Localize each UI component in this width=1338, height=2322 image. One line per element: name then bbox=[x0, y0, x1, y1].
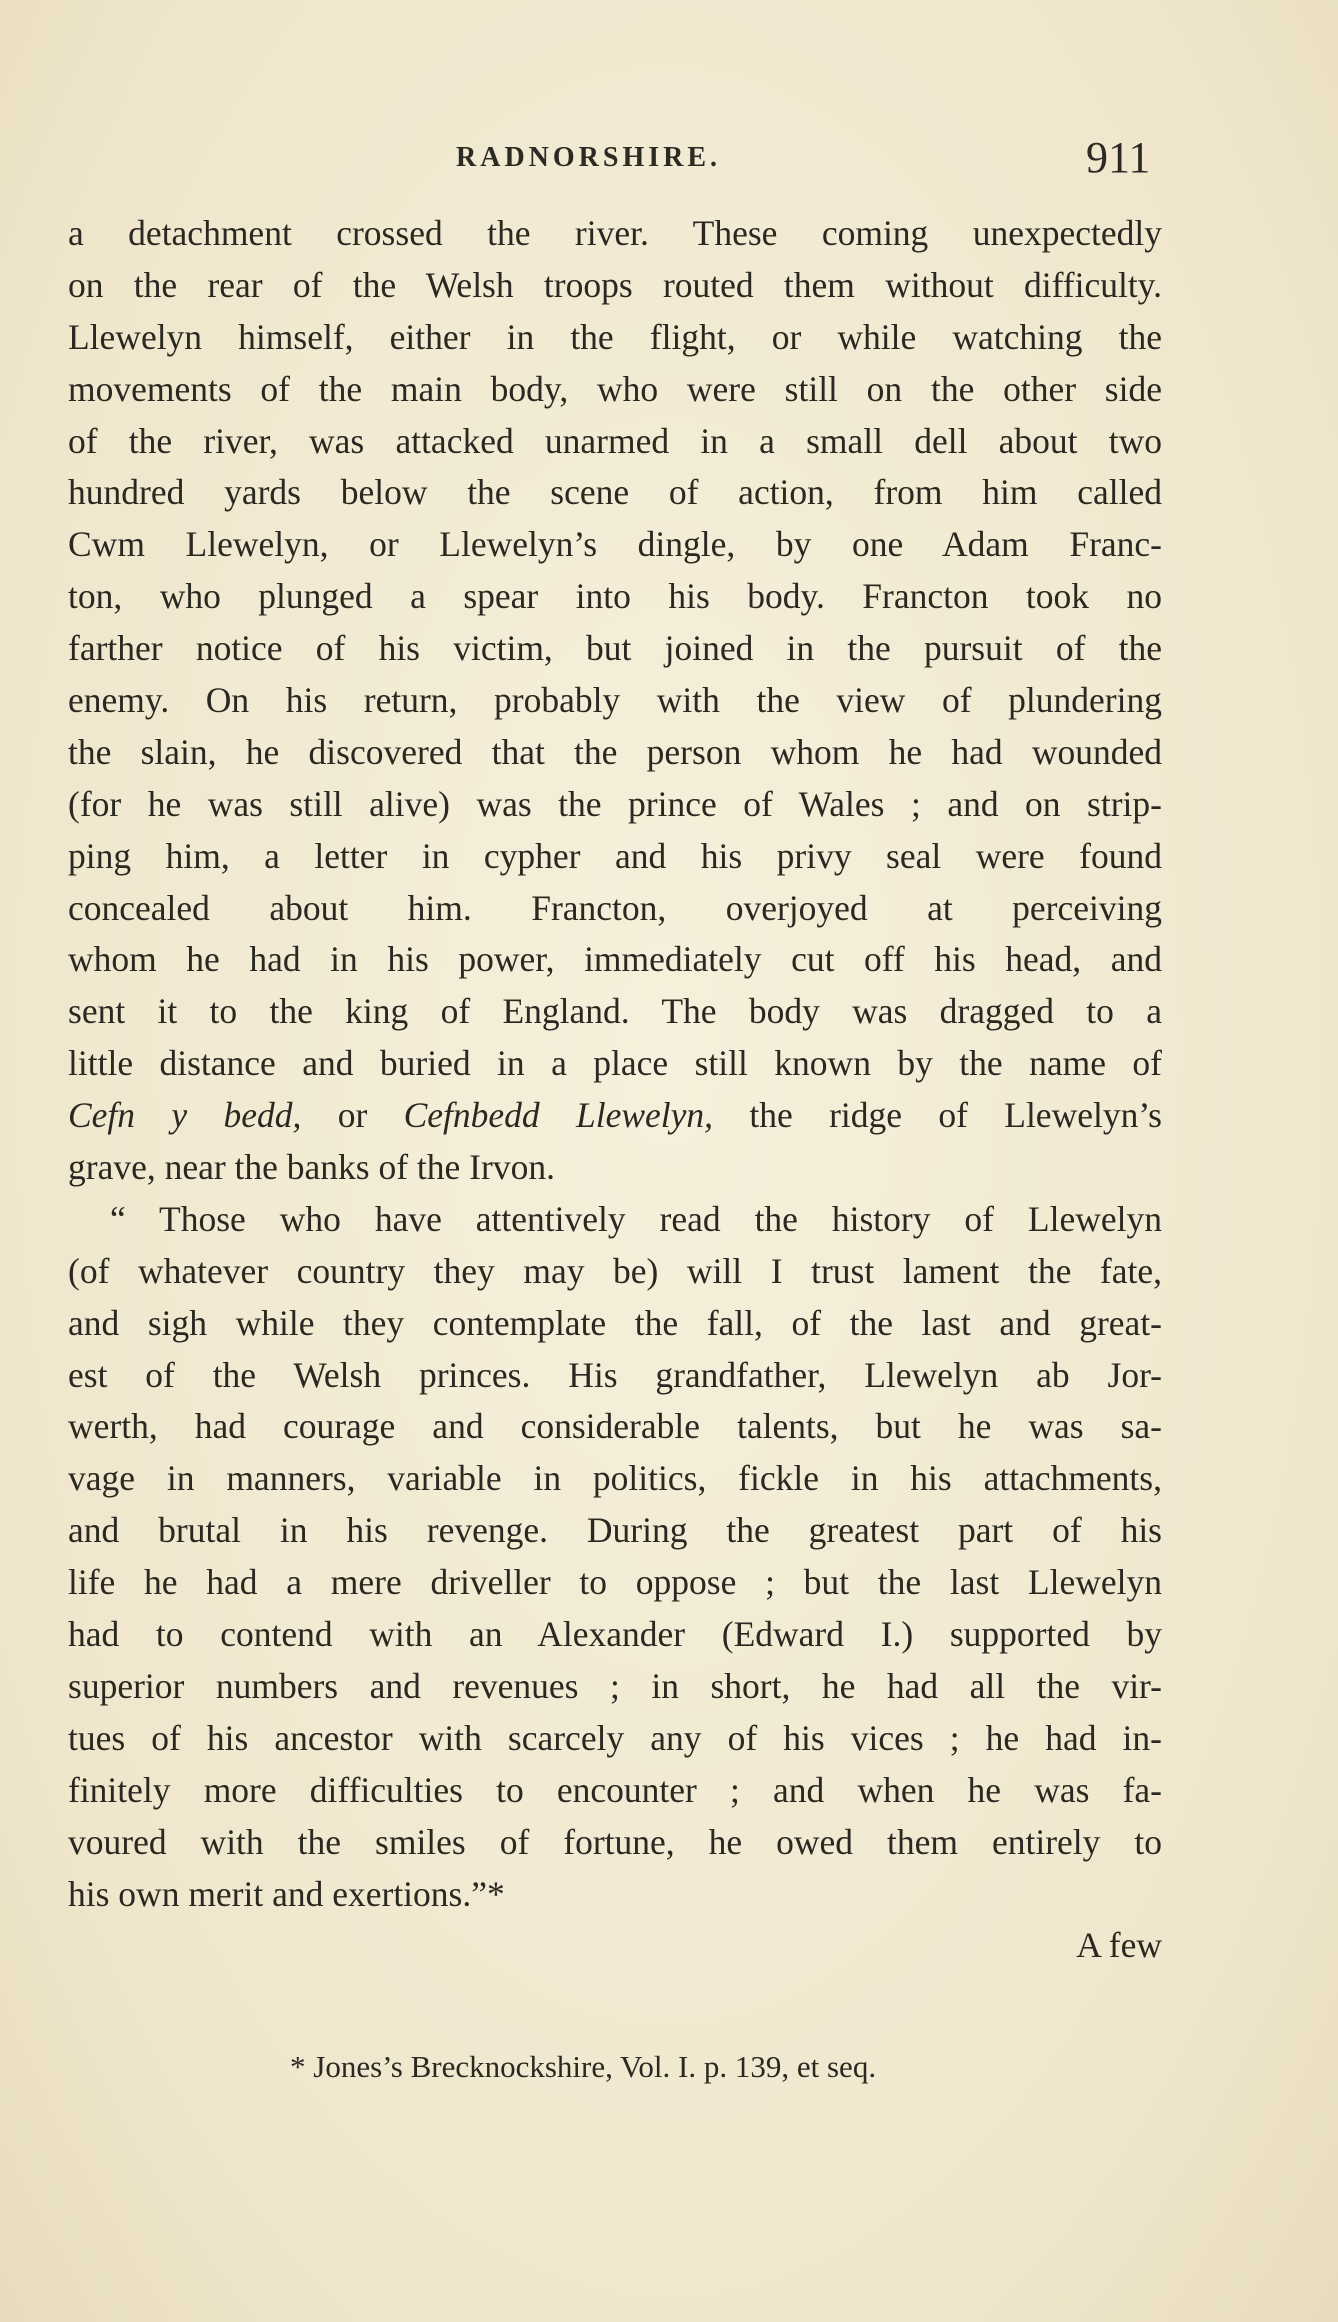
text-segment: of the river, was attacked unarmed in a small dell about two bbox=[68, 420, 1162, 461]
text-line bbox=[68, 675, 1162, 727]
text-line bbox=[68, 727, 1162, 779]
text-line bbox=[68, 1401, 1162, 1453]
text-line bbox=[68, 1505, 1162, 1557]
text-segment: est of the Welsh princes. His grandfather, Llewelyn ab Jor- bbox=[68, 1354, 1162, 1395]
running-title: RADNORSHIRE. bbox=[456, 142, 722, 173]
text-line bbox=[68, 1246, 1162, 1298]
text-line bbox=[68, 1453, 1162, 1505]
text-line bbox=[68, 1350, 1162, 1402]
text-line bbox=[68, 312, 1162, 364]
text-segment: concealed about him. Francton, overjoyed at perceiving bbox=[68, 887, 1162, 928]
text-line bbox=[68, 1090, 1162, 1142]
text-line bbox=[68, 623, 1162, 675]
text-segment: had to contend with an Alexander (Edward I.) supported by bbox=[68, 1614, 1162, 1655]
text-line bbox=[68, 831, 1162, 883]
text-line bbox=[68, 571, 1162, 623]
text-segment: a detachment crossed the river. These coming unexpectedly bbox=[68, 213, 1162, 253]
text-segment: the slain, he discovered that the person whom he had wounded bbox=[68, 731, 1162, 772]
text-segment: his own merit and exertions.”* bbox=[68, 1873, 505, 1914]
text-segment: A few bbox=[1076, 1925, 1162, 1966]
text-line bbox=[68, 1298, 1162, 1350]
text-line bbox=[68, 1817, 1162, 1869]
text-line bbox=[68, 1194, 1162, 1246]
text-line bbox=[68, 1869, 1162, 1921]
text-line bbox=[68, 364, 1162, 416]
text-segment: or bbox=[301, 1095, 404, 1136]
text-segment: vage in manners, variable in politics, fickle in his attachments, bbox=[68, 1458, 1162, 1499]
text-segment: hundred yards below the scene of action, from him called bbox=[68, 472, 1162, 513]
text-segment: and brutal in his revenge. During the greatest part of his bbox=[68, 1510, 1162, 1551]
text-segment: superior numbers and revenues ; in short, he had all the vir- bbox=[68, 1665, 1162, 1706]
text-line bbox=[68, 1713, 1162, 1765]
text-line bbox=[68, 416, 1162, 468]
page-number: 911 bbox=[1086, 133, 1151, 182]
text-segment: (for he was still alive) was the prince of Wales ; and on strip- bbox=[68, 783, 1162, 824]
text-segment: sent it to the king of England. The body was dragged to a bbox=[68, 991, 1162, 1032]
text-line bbox=[68, 1661, 1162, 1713]
italic-text: Cefnbedd Llewelyn, bbox=[403, 1095, 714, 1136]
text-segment: life he had a mere driveller to oppose ; but the last Llewelyn bbox=[68, 1562, 1162, 1603]
text-line bbox=[68, 1920, 1162, 1972]
footnote: * Jones’s Brecknockshire, Vol. I. p. 139, et seq. bbox=[290, 2049, 877, 2084]
text-line bbox=[68, 519, 1162, 571]
text-segment: werth, had courage and considerable talents, but he was sa- bbox=[68, 1406, 1162, 1447]
text-line bbox=[68, 934, 1162, 986]
text-segment: “ Those who have attentively read the history of Llewelyn bbox=[110, 1198, 1162, 1239]
text-line bbox=[68, 883, 1162, 935]
text-segment: grave, near the banks of the Irvon. bbox=[68, 1147, 555, 1188]
text-segment: little distance and buried in a place still known by the name of bbox=[68, 1043, 1162, 1084]
text-segment: enemy. On his return, probably with the view of plundering bbox=[68, 680, 1162, 721]
text-segment: whom he had in his power, immediately cut off his head, and bbox=[68, 939, 1162, 980]
text-line bbox=[68, 260, 1162, 312]
text-line bbox=[68, 208, 1162, 260]
text-segment: movements of the main body, who were still on the other side bbox=[68, 368, 1162, 409]
text-line bbox=[68, 1038, 1162, 1090]
running-head bbox=[0, 133, 1338, 188]
text-segment: on the rear of the Welsh troops routed them without difficulty. bbox=[68, 264, 1162, 305]
text-line bbox=[68, 1609, 1162, 1661]
text-line bbox=[68, 986, 1162, 1038]
text-segment: finitely more difficulties to encounter ; and when he was fa- bbox=[68, 1769, 1162, 1810]
text-segment: Llewelyn himself, either in the flight, or while watching the bbox=[68, 316, 1162, 357]
text-segment: ton, who plunged a spear into his body. Francton took no bbox=[68, 576, 1162, 617]
text-line bbox=[68, 1765, 1162, 1817]
text-line bbox=[68, 467, 1162, 519]
text-segment: tues of his ancestor with scarcely any of his vices ; he had in- bbox=[68, 1717, 1162, 1758]
text-line bbox=[68, 1142, 1162, 1194]
italic-text: Cefn y bedd, bbox=[68, 1095, 302, 1136]
text-segment: and sigh while they contemplate the fall, of the last and great- bbox=[68, 1302, 1162, 1343]
text-segment: voured with the smiles of fortune, he owed them entirely to bbox=[68, 1821, 1162, 1862]
text-segment: Cwm Llewelyn, or Llewelyn’s dingle, by one Adam Franc- bbox=[68, 524, 1162, 565]
text-segment: ping him, a letter in cypher and his privy seal were found bbox=[68, 835, 1162, 876]
text-line bbox=[68, 779, 1162, 831]
text-segment: farther notice of his victim, but joined in the pursuit of the bbox=[68, 628, 1162, 669]
text-line bbox=[68, 1557, 1162, 1609]
text-segment: the ridge of Llewelyn’s bbox=[713, 1095, 1162, 1136]
text-segment: (of whatever country they may be) will I trust lament the fate, bbox=[68, 1250, 1162, 1291]
body-text bbox=[68, 208, 1162, 1972]
